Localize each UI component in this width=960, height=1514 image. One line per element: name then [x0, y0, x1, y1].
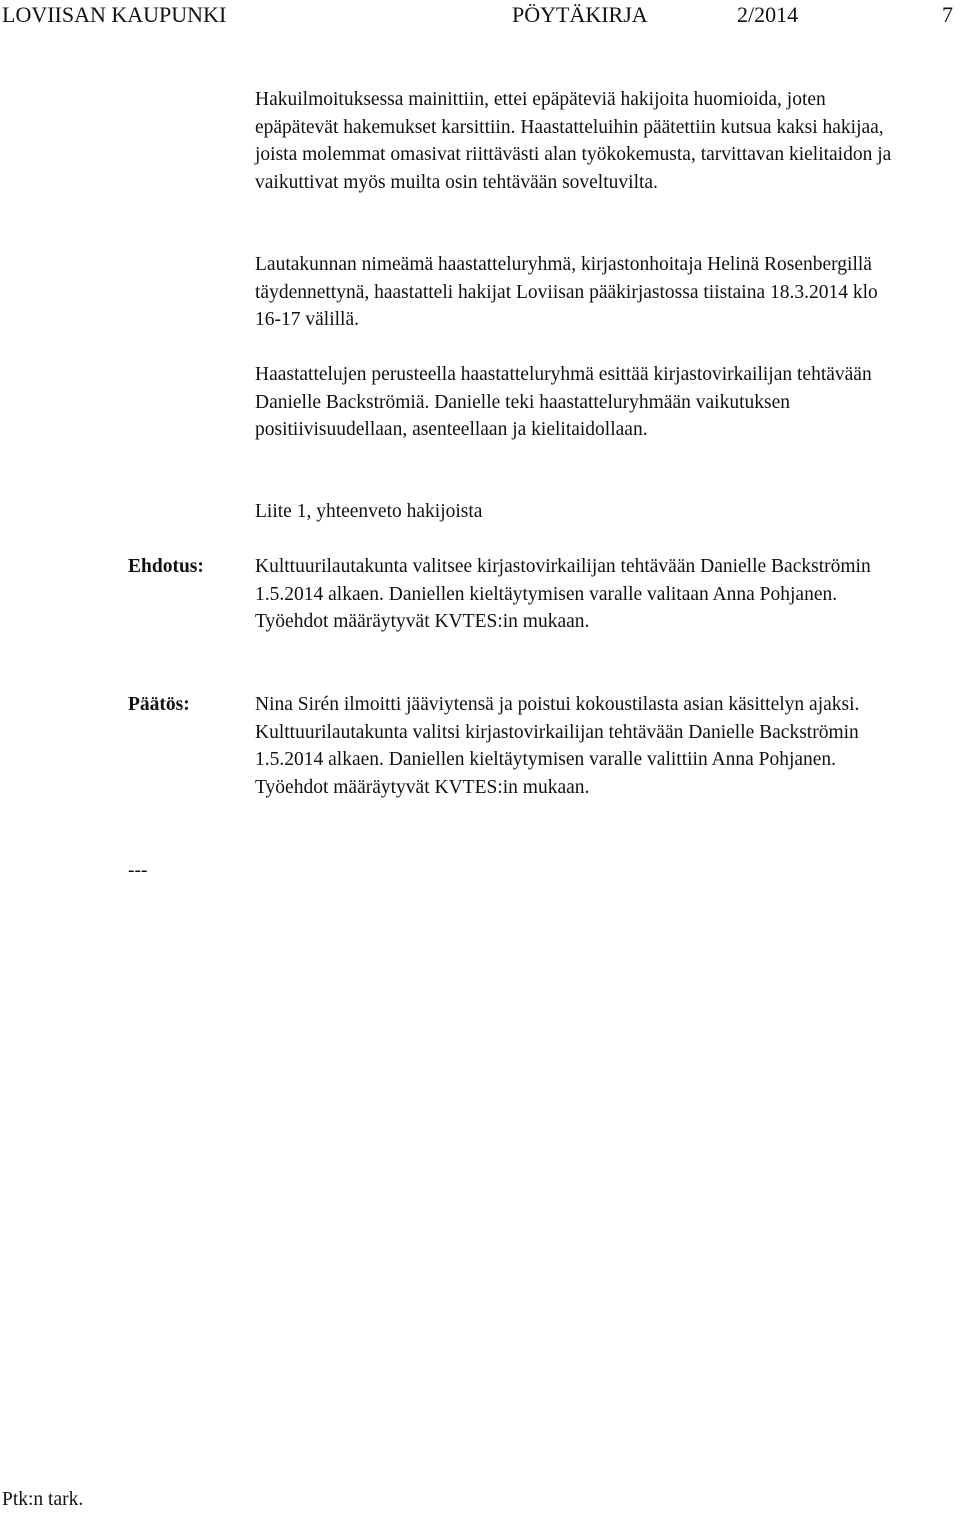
document-type: PÖYTÄKIRJA — [512, 2, 648, 27]
organization-name: LOVIISAN KAUPUNKI — [2, 2, 227, 27]
page-number: 7 — [942, 2, 953, 27]
section-separator: --- — [128, 860, 148, 881]
attachment-reference: Liite 1, yhteenveto hakijoista — [255, 501, 483, 522]
footer-checker-note: Ptk:n tark. — [2, 1489, 84, 1510]
proposal-label: Ehdotus: — [128, 556, 204, 577]
document-number: 2/2014 — [737, 2, 799, 27]
result-paragraph: Haastattelujen perusteella haastatteluryhmä esittää kirjastovirkailijan tehtävään Danielle Backströmiä. Danielle teki haastatteluryhmään vaikutuksen positiivisuudellaan, asenteellaan ja kielitaidollaan. — [255, 364, 872, 441]
decision-text: Nina Sirén ilmoitti jääviytensä ja poistui kokoustilasta asian käsittelyn ajaksi. Kulttuurilautakunta valitsi kirjastovirkailijan tehtävään Danielle Backströmin 1.5.2014 alkaen. Daniellen kieltäytymisen varalle valittiin Anna Pohjanen. Työehdot määräytyvät KVTES:in mukaan. — [255, 694, 860, 799]
interview-paragraph: Lautakunnan nimeämä haastatteluryhmä, kirjastonhoitaja Helinä Rosenbergillä täydennettynä, haastatteli hakijat Loviisan pääkirjastossa tiistaina 18.3.2014 klo 16-17 välillä. — [255, 254, 878, 331]
page-header — [0, 0, 960, 30]
proposal-text: Kulttuurilautakunta valitsee kirjastovirkailijan tehtävään Danielle Backströmin 1.5.2014 alkaen. Daniellen kieltäytymisen varalle valitaan Anna Pohjanen. Työehdot määräytyvät KVTES:in mukaan. — [255, 556, 871, 633]
decision-label: Päätös: — [128, 694, 190, 715]
intro-paragraph: Hakuilmoituksessa mainittiin, ettei epäpäteviä hakijoita huomioida, joten epäpätevät hakemukset karsittiin. Haastatteluihin päätettiin kutsua kaksi hakijaa, joista molemmat omasivat riittävästi alan työkokemusta, tarvittavan kielitaidon ja vaikuttivat myös muilta osin tehtävään soveltuvilta. — [255, 89, 892, 194]
